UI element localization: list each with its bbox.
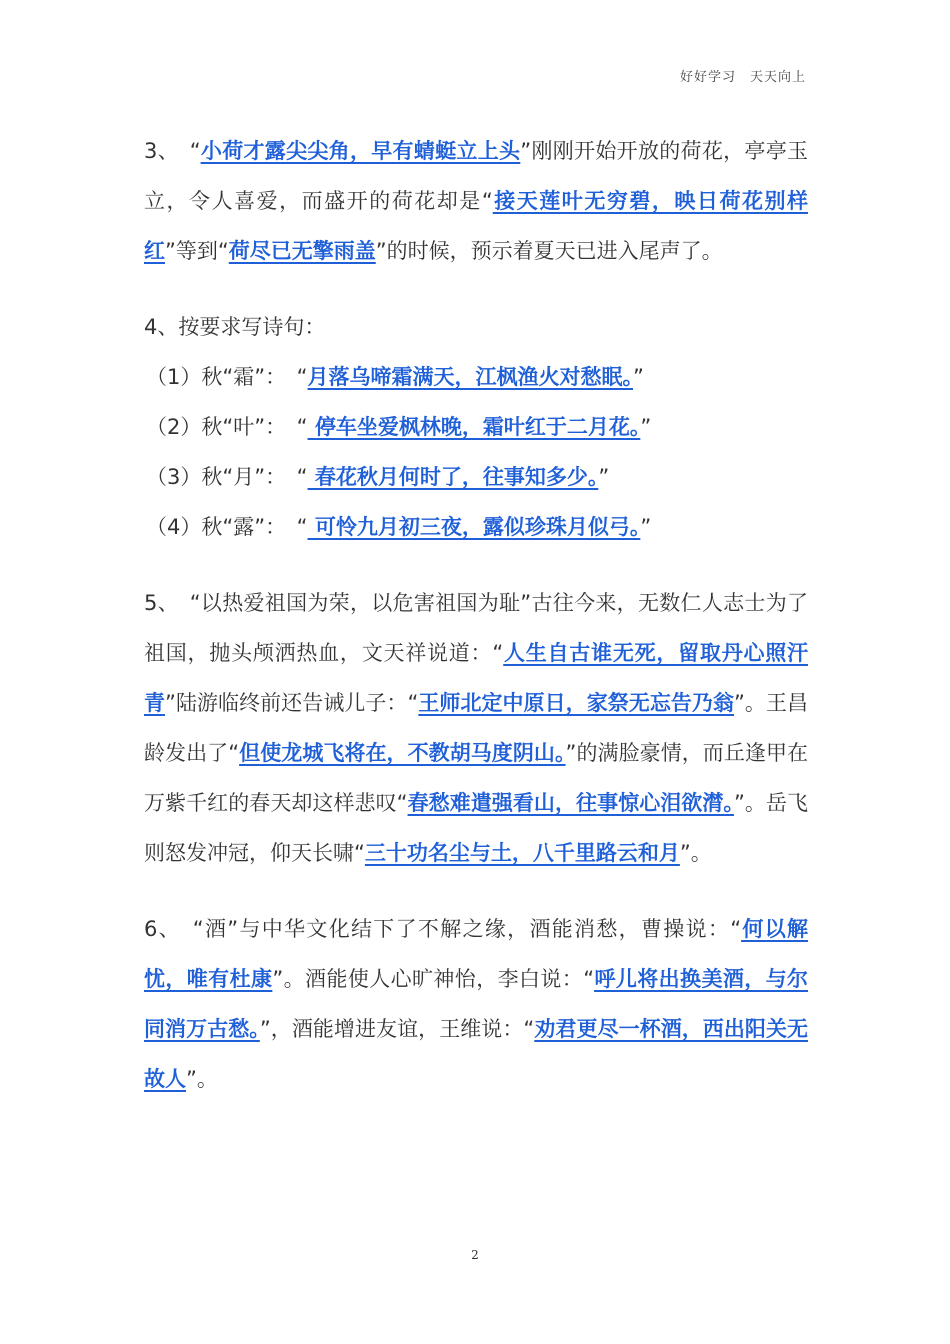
answer-blank: 人生自古谁无死，留取丹心照汗青 bbox=[144, 641, 809, 715]
answer-blank: 停车坐爱枫林晚，霜叶红于二月花。 bbox=[307, 415, 641, 439]
question-text: “以热爱祖国为荣，以危害祖国为耻”古往今来，无数仁人志士为了祖国，抛头颅洒热血，文天祥说道： bbox=[144, 591, 808, 665]
item-label: （2）秋“叶”： bbox=[146, 415, 276, 439]
question-text: 的时候，预示着夏天已进入尾声了。 bbox=[386, 239, 723, 263]
item-label: （1）秋“霜”： bbox=[146, 365, 276, 389]
answer-blank: 月落乌啼霜满天，江枫渔火对愁眠。 bbox=[307, 365, 634, 389]
answer-blank: 荷尽已无擎雨盖 bbox=[228, 239, 376, 263]
question-text: “酒”与中华文化结下了不解之缘，酒能消愁，曹操说： bbox=[192, 917, 731, 941]
question-4-item-4: （4）秋“露”： “ 可怜九月初三夜，露似珍珠月似弓。” bbox=[146, 515, 652, 539]
question-5: 5、 “以热爱祖国为荣，以危害祖国为耻”古往今来，无数仁人志士为了祖国，抛头颅洒热血，文天祥说道：“人生自古谁无死，留取丹心照汗青”陆游临终前还告诫儿子：“王师北定中原日，家祭无忘告乃翁”。王昌龄发出了“但使龙城飞将在，不教胡马度阴山。”的满脸豪情，而丘逢甲在万紫千红的春天却这样悲叹“春愁难遣强看山，往事惊心泪欲潸。”。岳飞则怒发冲冠，仰天长啸“三十功名尘与土，八千里路云和月”。 bbox=[144, 591, 809, 865]
item-label: （4）秋“露”： bbox=[146, 515, 276, 539]
question-text: 。酒能使人心旷神怡，李白说： bbox=[283, 967, 584, 991]
question-4-item-2: （2）秋“叶”： “ 停车坐爱枫林晚，霜叶红于二月花。” bbox=[146, 415, 652, 439]
document-body bbox=[144, 126, 808, 1104]
answer-blank: 何以解忧，唯有杜康 bbox=[144, 917, 809, 991]
question-text: 的满脸豪情，而丘逢甲在万紫千红的春天却这样悲叹 bbox=[144, 741, 809, 815]
page-header: 好好学习 天天向上 bbox=[679, 70, 806, 85]
answer-blank: 接天莲叶无穷碧，映日荷花别样红 bbox=[144, 189, 809, 263]
question-text: 。 bbox=[690, 841, 712, 865]
answer-blank: 小荷才露尖尖角，早有蜻蜓立上头 bbox=[200, 139, 521, 163]
answer-blank: 春愁难遣强看山，往事惊心泪欲潸。 bbox=[407, 791, 734, 815]
answer-blank: 三十功名尘与土，八千里路云和月 bbox=[364, 841, 680, 865]
answer-blank: 王师北定中原日，家祭无忘告乃翁 bbox=[418, 691, 734, 715]
question-4-title: 4、按要求写诗句： bbox=[144, 315, 326, 339]
answer-blank: 但使龙城飞将在，不教胡马度阴山。 bbox=[239, 741, 566, 765]
question-text: 陆游临终前还告诫儿子： bbox=[175, 691, 408, 715]
answer-blank: 呼儿将出换美酒，与尔同消万古愁。 bbox=[144, 967, 809, 1041]
question-3: 3、 “小荷才露尖尖角，早有蜻蜓立上头”刚刚开始开放的荷花，亭亭玉立，令人喜爱，而盛开的荷花却是“接天莲叶无穷碧，映日荷花别样红”等到“荷尽已无擎雨盖”的时候，预示着夏天已进入尾声了。 bbox=[144, 139, 809, 263]
question-text: 等到 bbox=[175, 239, 218, 263]
question-number: 5、 bbox=[144, 591, 169, 615]
question-number: 3、 bbox=[144, 139, 169, 163]
question-text: ，酒能增进友谊，王维说： bbox=[270, 1017, 524, 1041]
question-text: 。王昌龄发出了 bbox=[144, 691, 809, 765]
question-text: 。岳飞则怒发冲冠，仰天长啸 bbox=[144, 791, 809, 865]
answer-blank: 春花秋月何时了，往事知多少。 bbox=[307, 465, 599, 489]
answer-blank: 劝君更尽一杯酒，西出阳关无故人 bbox=[144, 1017, 809, 1091]
answer-blank: 可怜九月初三夜，露似珍珠月似弓。 bbox=[307, 515, 641, 539]
question-4-item-3: （3）秋“月”： “ 春花秋月何时了，往事知多少。” bbox=[146, 465, 610, 489]
question-number: 6、 bbox=[144, 917, 171, 941]
question-4-item-1: （1）秋“霜”： “月落乌啼霜满天，江枫渔火对愁眠。” bbox=[146, 365, 644, 389]
question-text: 刚刚开始开放的荷花，亭亭玉立，令人喜爱，而盛开的荷花却是 bbox=[144, 139, 808, 213]
question-text: 。 bbox=[196, 1067, 218, 1091]
item-label: （3）秋“月”： bbox=[146, 465, 276, 489]
question-6: 6、 “酒”与中华文化结下了不解之缘，酒能消愁，曹操说：“何以解忧，唯有杜康”。酒能使人心旷神怡，李白说：“呼儿将出换美酒，与尔同消万古愁。”，酒能增进友谊，王维说：“劝君更尽一杯酒，西出阳关无故人”。 bbox=[144, 917, 809, 1091]
page-number: 2 bbox=[471, 1248, 479, 1262]
